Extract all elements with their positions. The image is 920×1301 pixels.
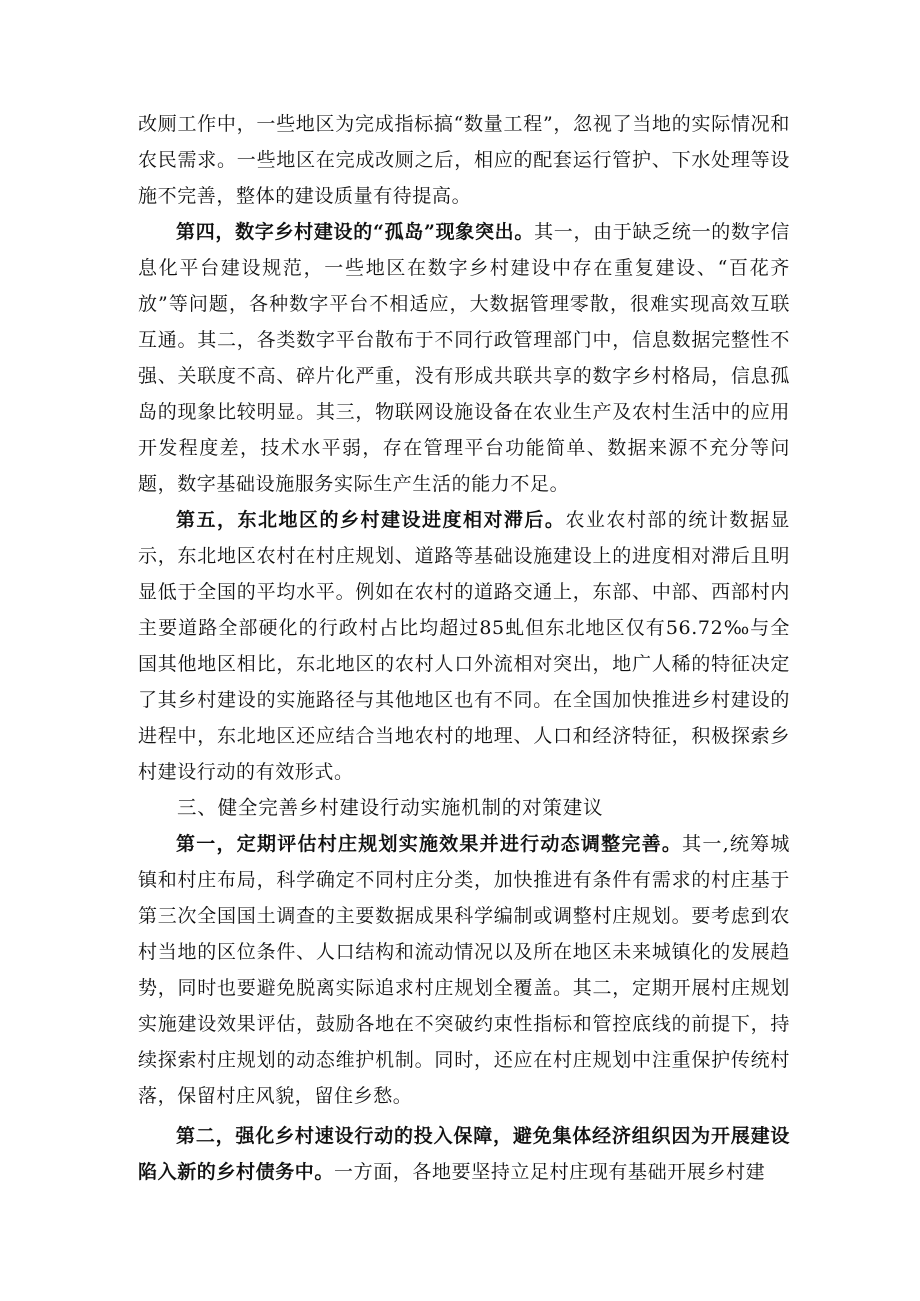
paragraph-lead: 第二，强化乡村速设行动的投入保障，避免集体经济组织因为开展建设陷入新的乡村债务中。 (138, 1125, 790, 1183)
paragraph-digital-village-islands (138, 214, 790, 502)
paragraph-northeast-progress (138, 502, 790, 790)
paragraph-lead: 第四，数字乡村建设的“孤岛”现象突出。 (176, 221, 535, 243)
paragraph-lead: 第一，定期评估村庄规划实施效果并进行动态调整完善。 (176, 833, 683, 855)
paragraph-toilet-reform: 改厕工作中，一些地区为完成指标搞“数量工程”，忽视了当地的实际情况和农民需求。一些地区在完成改厕之后，相应的配套运行管护、下水处理等设施不完善，整体的建设质量有待提高。 (138, 113, 790, 207)
paragraph-body: 农业农村部的统计数据显示，东北地区农村在村庄规划、道路等基础设施建设上的进度相对滞后且明显低于全国的平均水平。例如在农村的道路交通上，东部、中部、西部村内主要道路全部硬化的行政村占比均超过85虬但东北地区仅有56.72‰与全国其他地区相比，东北地区的农村人口外流相对突出，地广人稀的特征决定了其乡村建设的实施路径与其他地区也有不同。在全国加快推进乡村建设的进程中，东北地区还应结合当地农村的地理、人口和经济特征，积极探索乡村建设行动的有效形式。 (138, 509, 790, 783)
document-page (138, 106, 790, 1190)
paragraph-body: 其一,统筹城镇和村庄布局，科学确定不同村庄分类，加快推进有条件有需求的村庄基于第三次全国国土调查的主要数据成果科学编制或调整村庄规划。要考虑到农村当地的区位条件、人口结构和流动情况以及所在地区未来城镇化的发展趋势，同时也要避免脱离实际追求村庄规划全覆盖。其二，定期开展村庄规划实施建设效果评估，鼓励各地在不突破约束性指标和管控底线的前提下，持续探索村庄规划的动态维护机制。同时，还应在村庄规划中注重保护传统村落，保留村庄风貌，留住乡愁。 (138, 833, 790, 1107)
paragraph-body: 其一，由于缺乏统一的数字信息化平台建设规范，一些地区在数字乡村建设中存在重复建设、“百花齐放”等问题，各种数字平台不相适应，大数据管理零散，很难实现高效互联互通。其二，各类数字平台散布于不同行政管理部门中，信息数据完整性不强、关联度不高、碎片化严重，没有形成共联共享的数字乡村格局，信息孤岛的现象比较明显。其三，物联网设施设备在农业生产及农村生活中的应用开发程度差，技术水平弱，存在管理平台功能简单、数据来源不充分等问题，数字基础设施服务实际生产生活的能力不足。 (138, 221, 790, 495)
paragraph-body: 一方面，各地要坚持立足村庄现有基础开展乡村建 (334, 1161, 766, 1183)
section-heading: 三、健全完善乡村建设行动实施机制的对策建议 (177, 796, 604, 819)
paragraph-lead: 第五，东北地区的乡村建设进度相对滞后。 (176, 509, 566, 531)
paragraph-investment-guarantee (138, 1118, 790, 1190)
paragraph-village-planning (138, 826, 790, 1114)
